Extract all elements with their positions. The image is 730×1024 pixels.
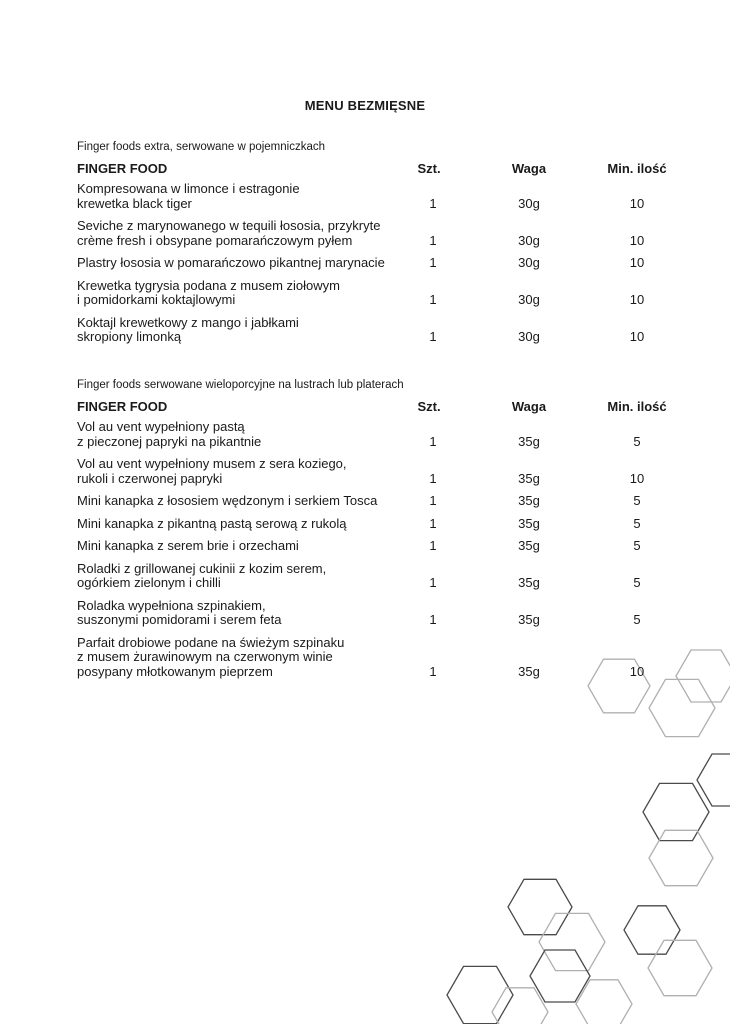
menu-item-szt: 1: [429, 329, 437, 344]
menu-item-name: [77, 494, 407, 509]
menu-item-row: [77, 420, 657, 449]
hexagon-shape: [676, 650, 730, 702]
menu-item-szt: 1: [429, 538, 437, 553]
hexagon-shape: [649, 830, 713, 885]
menu-item-waga: 35g: [518, 612, 540, 627]
menu-item-min-ilosc: 10: [629, 292, 645, 307]
menu-item-min-ilosc: 5: [633, 433, 641, 449]
menu-item-min-ilosc: 5: [633, 493, 641, 508]
menu-item-name: [77, 457, 407, 486]
hexagon-shape: [624, 906, 680, 954]
menu-item-name-line: rukoli i czerwonej papryki: [77, 470, 223, 486]
section-extra-finger-foods: [77, 141, 667, 353]
menu-item-waga: 30g: [518, 195, 540, 211]
hexagon-shape: [447, 966, 513, 1023]
menu-item-name-line: z pieczonej papryki na pikantnie: [77, 433, 262, 449]
menu-item-name-line: Roladki z grillowanej cukinii z kozim serem,: [77, 560, 327, 576]
hexagon-shape: [649, 679, 715, 736]
menu-item-row: [77, 636, 657, 680]
hexagon-shape: [539, 913, 605, 970]
menu-item-name: [77, 219, 407, 248]
hexagon-shape: [492, 988, 548, 1024]
menu-item-min-ilosc: 5: [633, 538, 641, 553]
menu-item-waga: 35g: [518, 493, 540, 508]
menu-item-waga: 35g: [518, 663, 540, 679]
menu-item-name-line: skropiony limonką: [77, 329, 182, 344]
header-waga: Waga: [511, 399, 547, 414]
menu-item-szt: 1: [429, 255, 437, 270]
menu-item-name-line: posypany młotkowanym pieprzem: [77, 663, 273, 679]
header-finger-food: FINGER FOOD: [77, 161, 168, 176]
menu-item-szt: 1: [429, 515, 437, 531]
menu-item-name-line: Seviche z marynowanego w tequili łososia, przykryte: [77, 218, 381, 233]
menu-item-waga: 30g: [518, 232, 540, 248]
header-waga: Waga: [511, 161, 547, 176]
menu-item-name-line: Vol au vent wypełniony musem z sera koziego,: [77, 456, 347, 471]
menu-item-row: [77, 182, 657, 211]
menu-item-min-ilosc: 5: [633, 612, 641, 627]
menu-item-name: [77, 279, 407, 308]
header-finger-food: FINGER FOOD: [77, 399, 168, 414]
menu-item-name-line: Mini kanapka z pikantną pastą serową z rukolą: [77, 515, 347, 531]
menu-item-name: [77, 256, 407, 271]
menu-item-name-line: Parfait drobiowe podane na świeżym szpinaku: [77, 634, 345, 650]
section-platter-finger-foods: [77, 379, 667, 687]
menu-item-name-line: Vol au vent wypełniony pastą: [77, 419, 245, 434]
menu-item-waga: 35g: [518, 433, 540, 449]
hexagon-shape: [576, 980, 632, 1024]
menu-item-szt: 1: [429, 232, 437, 248]
menu-item-min-ilosc: 10: [629, 255, 645, 270]
hexagon-shape: [508, 879, 572, 934]
page-title: MENU BEZMIĘSNE: [304, 98, 426, 113]
menu-item-waga: 30g: [518, 255, 540, 270]
menu-item-name: [77, 539, 407, 554]
menu-item-name: [77, 182, 407, 211]
menu-item-szt: 1: [429, 195, 437, 211]
menu-item-row: [77, 517, 657, 532]
hexagon-shape: [648, 940, 712, 995]
header-szt: Szt.: [417, 399, 441, 414]
menu-item-name-line: Koktajl krewetkowy z mango i jabłkami: [77, 314, 299, 330]
menu-item-szt: 1: [429, 433, 437, 449]
menu-item-waga: 35g: [518, 575, 540, 590]
menu-item-szt: 1: [429, 493, 437, 508]
menu-item-name-line: i pomidorkami koktajlowymi: [77, 292, 236, 307]
menu-item-row: [77, 256, 657, 271]
menu-item-name-line: Mini kanapka z serem brie i orzechami: [77, 538, 299, 553]
menu-item-name-line: suszonymi pomidorami i serem feta: [77, 612, 282, 627]
menu-item-row: [77, 316, 657, 345]
header-szt: Szt.: [417, 161, 441, 176]
hexagon-shape: [697, 754, 730, 806]
menu-item-row: [77, 494, 657, 509]
table-header: [77, 160, 667, 176]
menu-item-row: [77, 457, 657, 486]
menu-item-row: [77, 562, 657, 591]
menu-item-min-ilosc: 5: [633, 515, 641, 531]
menu-item-min-ilosc: 10: [629, 470, 645, 486]
menu-item-waga: 30g: [518, 292, 540, 307]
menu-item-min-ilosc: 10: [629, 195, 645, 211]
menu-item-szt: 1: [429, 470, 437, 486]
hexagon-shape: [643, 783, 709, 840]
menu-item-row: [77, 539, 657, 554]
menu-item-szt: 1: [429, 575, 437, 590]
menu-item-min-ilosc: 10: [629, 329, 645, 344]
menu-item-name-line: Krewetka tygrysia podana z musem ziołowym: [77, 277, 340, 293]
menu-item-name: [77, 517, 407, 532]
section-intro: Finger foods serwowane wieloporcyjne na lustrach lub platerach: [77, 379, 404, 391]
menu-item-name-line: z musem żurawinowym na czerwonym winie: [77, 649, 333, 664]
menu-item-name-line: Roladka wypełniona szpinakiem,: [77, 597, 266, 613]
menu-item-name: [77, 636, 407, 680]
menu-item-row: [77, 279, 657, 308]
menu-item-szt: 1: [429, 612, 437, 627]
menu-item-min-ilosc: 10: [629, 663, 645, 679]
menu-item-waga: 30g: [518, 329, 540, 344]
menu-item-row: [77, 219, 657, 248]
menu-item-name-line: Plastry łososia w pomarańczowo pikantnej marynacie: [77, 255, 385, 270]
menu-item-min-ilosc: 10: [629, 232, 645, 248]
section-intro: Finger foods extra, serwowane w pojemniczkach: [77, 141, 326, 153]
menu-item-name: [77, 420, 407, 449]
menu-item-row: [77, 599, 657, 628]
menu-item-szt: 1: [429, 292, 437, 307]
menu-item-name-line: crème fresh i obsypane pomarańczowym pyłem: [77, 232, 353, 248]
header-min-ilosc: Min. ilość: [607, 161, 667, 176]
menu-item-name: [77, 562, 407, 591]
menu-item-name: [77, 316, 407, 345]
menu-item-waga: 35g: [518, 538, 540, 553]
menu-item-waga: 35g: [518, 470, 540, 486]
menu-item-min-ilosc: 5: [633, 575, 641, 590]
menu-item-waga: 35g: [518, 515, 540, 531]
menu-item-name: [77, 599, 407, 628]
header-min-ilosc: Min. ilość: [607, 399, 667, 414]
menu-item-name-line: Mini kanapka z łososiem wędzonym i serkiem Tosca: [77, 493, 378, 508]
menu-item-name-line: krewetka black tiger: [77, 195, 192, 211]
table-header: [77, 398, 667, 414]
menu-item-szt: 1: [429, 663, 437, 679]
menu-item-name-line: Kompresowana w limonce i estragonie: [77, 181, 300, 196]
menu-item-name-line: ogórkiem zielonym i chilli: [77, 575, 221, 590]
hexagon-shape: [530, 950, 590, 1002]
